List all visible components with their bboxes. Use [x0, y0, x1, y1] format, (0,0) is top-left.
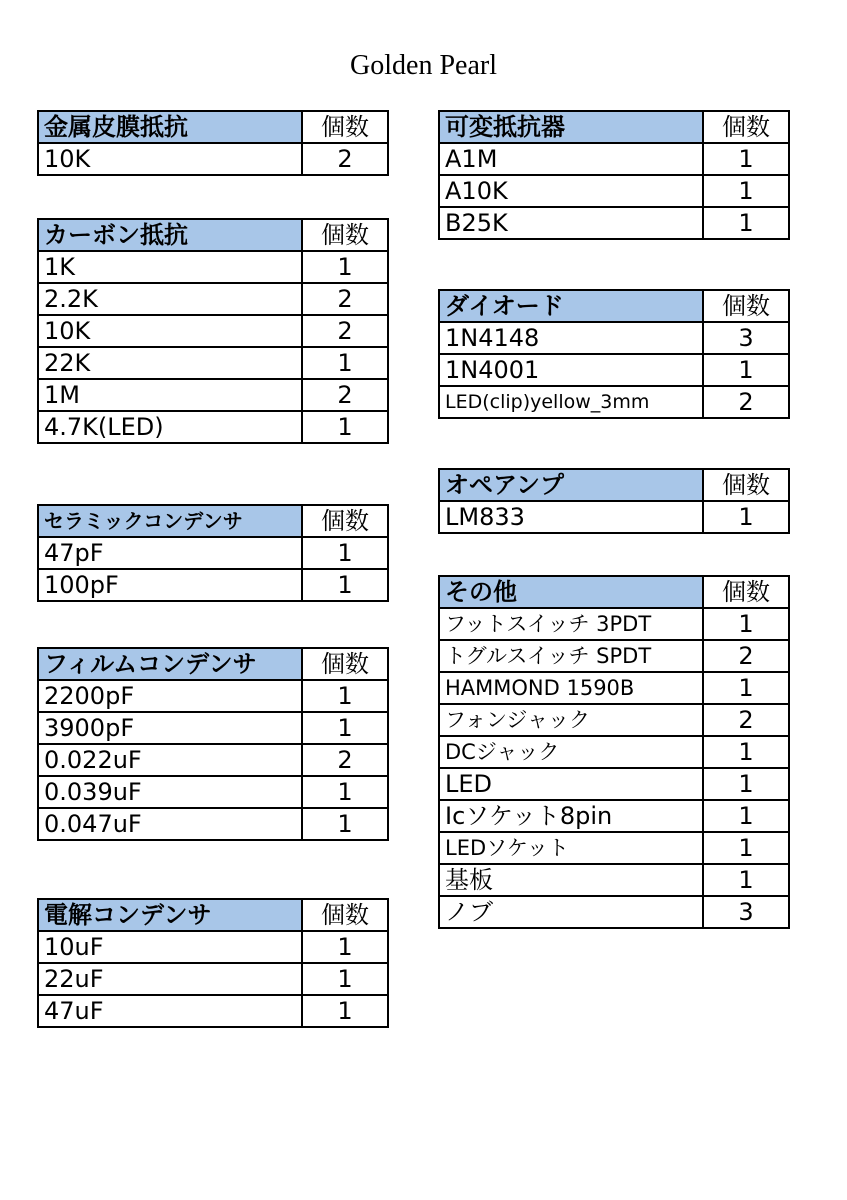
qty-header: 個数	[302, 219, 388, 251]
opamp-table	[438, 468, 790, 534]
qty-header: 個数	[302, 899, 388, 931]
table-row	[439, 207, 789, 239]
part-name: フォンジャック	[439, 704, 703, 736]
part-qty: 1	[703, 175, 789, 207]
section-title: 金属皮膜抵抗	[38, 111, 302, 143]
part-name: 2200pF	[38, 680, 302, 712]
table-row	[38, 776, 388, 808]
part-qty: 1	[302, 569, 388, 601]
table-row	[439, 175, 789, 207]
qty-header: 個数	[302, 111, 388, 143]
part-qty: 1	[703, 864, 789, 896]
part-name: 10uF	[38, 931, 302, 963]
electrolytic-capacitor-table	[37, 898, 389, 1028]
part-name: 100pF	[38, 569, 302, 601]
part-name: 22K	[38, 347, 302, 379]
part-name: フットスイッチ 3PDT	[439, 608, 703, 640]
table-row	[439, 896, 789, 928]
part-name: LED(clip)yellow_3mm	[439, 386, 703, 418]
part-name: LEDソケット	[439, 832, 703, 864]
diode-table	[438, 289, 790, 419]
table-header-row	[38, 648, 388, 680]
film-capacitor-table	[37, 647, 389, 841]
section-title: フィルムコンデンサ	[38, 648, 302, 680]
table-row	[439, 704, 789, 736]
part-qty: 1	[302, 251, 388, 283]
part-qty: 1	[703, 143, 789, 175]
table-row	[38, 347, 388, 379]
part-qty: 3	[703, 896, 789, 928]
part-name: 1N4001	[439, 354, 703, 386]
table-row	[439, 322, 789, 354]
part-qty: 1	[302, 411, 388, 443]
qty-header: 個数	[703, 576, 789, 608]
part-name: 10K	[38, 315, 302, 347]
table-row	[38, 931, 388, 963]
part-qty: 2	[302, 379, 388, 411]
qty-header: 個数	[302, 505, 388, 537]
part-qty: 1	[302, 995, 388, 1027]
table-row	[38, 680, 388, 712]
table-row	[38, 283, 388, 315]
part-name: 4.7K(LED)	[38, 411, 302, 443]
metal-film-resistor-table	[37, 110, 389, 176]
table-row	[38, 411, 388, 443]
part-name: 10K	[38, 143, 302, 175]
table-row	[38, 808, 388, 840]
part-qty: 1	[302, 680, 388, 712]
section-title: セラミックコンデンサ	[38, 505, 302, 537]
table-row	[439, 143, 789, 175]
table-header-row	[439, 290, 789, 322]
section-title: 可変抵抗器	[439, 111, 703, 143]
table-row	[38, 569, 388, 601]
table-row	[439, 386, 789, 418]
part-qty: 1	[302, 712, 388, 744]
section-title: その他	[439, 576, 703, 608]
part-name: 1N4148	[439, 322, 703, 354]
part-qty: 2	[703, 386, 789, 418]
part-qty: 2	[703, 640, 789, 672]
part-qty: 1	[703, 832, 789, 864]
table-row	[439, 672, 789, 704]
table-header-row	[38, 899, 388, 931]
part-name: 1M	[38, 379, 302, 411]
table-row	[439, 864, 789, 896]
part-qty: 1	[703, 354, 789, 386]
part-name: 3900pF	[38, 712, 302, 744]
table-row	[38, 537, 388, 569]
part-name: 2.2K	[38, 283, 302, 315]
table-header-row	[439, 576, 789, 608]
part-qty: 1	[302, 808, 388, 840]
part-name: 47uF	[38, 995, 302, 1027]
page-title: Golden Pearl	[350, 50, 497, 81]
part-qty: 2	[703, 704, 789, 736]
table-row	[439, 768, 789, 800]
part-qty: 1	[302, 776, 388, 808]
table-row	[439, 640, 789, 672]
table-header-row	[439, 469, 789, 501]
table-row	[439, 501, 789, 533]
part-name: 0.047uF	[38, 808, 302, 840]
qty-header: 個数	[302, 648, 388, 680]
part-name: A10K	[439, 175, 703, 207]
table-header-row	[38, 111, 388, 143]
part-qty: 2	[302, 315, 388, 347]
table-row	[38, 963, 388, 995]
table-row	[38, 379, 388, 411]
qty-header: 個数	[703, 111, 789, 143]
part-qty: 1	[302, 537, 388, 569]
part-qty: 3	[703, 322, 789, 354]
part-qty: 2	[302, 283, 388, 315]
part-qty: 1	[703, 736, 789, 768]
part-qty: 1	[703, 608, 789, 640]
part-qty: 1	[703, 501, 789, 533]
table-row	[38, 143, 388, 175]
table-row	[38, 995, 388, 1027]
part-name: 基板	[439, 864, 703, 896]
part-qty: 2	[302, 143, 388, 175]
part-name: 0.022uF	[38, 744, 302, 776]
qty-header: 個数	[703, 469, 789, 501]
table-row	[439, 608, 789, 640]
part-name: 1K	[38, 251, 302, 283]
table-row	[439, 800, 789, 832]
table-header-row	[38, 505, 388, 537]
part-name: トグルスイッチ SPDT	[439, 640, 703, 672]
part-qty: 2	[302, 744, 388, 776]
other-parts-table	[438, 575, 790, 929]
section-title: オペアンプ	[439, 469, 703, 501]
part-qty: 1	[703, 672, 789, 704]
part-name: DCジャック	[439, 736, 703, 768]
table-row	[439, 354, 789, 386]
part-name: 22uF	[38, 963, 302, 995]
table-row	[439, 832, 789, 864]
part-name: 47pF	[38, 537, 302, 569]
section-title: 電解コンデンサ	[38, 899, 302, 931]
part-name: Icソケット8pin	[439, 800, 703, 832]
part-qty: 1	[703, 207, 789, 239]
part-qty: 1	[302, 347, 388, 379]
table-row	[439, 736, 789, 768]
part-name: B25K	[439, 207, 703, 239]
section-title: カーボン抵抗	[38, 219, 302, 251]
part-name: LM833	[439, 501, 703, 533]
table-row	[38, 315, 388, 347]
part-name: HAMMOND 1590B	[439, 672, 703, 704]
table-header-row	[439, 111, 789, 143]
part-qty: 1	[703, 768, 789, 800]
part-qty: 1	[302, 931, 388, 963]
table-row	[38, 251, 388, 283]
part-name: A1M	[439, 143, 703, 175]
part-name: ノブ	[439, 896, 703, 928]
part-name: 0.039uF	[38, 776, 302, 808]
section-title: ダイオード	[439, 290, 703, 322]
table-row	[38, 712, 388, 744]
part-name: LED	[439, 768, 703, 800]
part-qty: 1	[703, 800, 789, 832]
part-qty: 1	[302, 963, 388, 995]
table-header-row	[38, 219, 388, 251]
carbon-resistor-table	[37, 218, 389, 444]
qty-header: 個数	[703, 290, 789, 322]
variable-resistor-table	[438, 110, 790, 240]
table-row	[38, 744, 388, 776]
ceramic-capacitor-table	[37, 504, 389, 602]
